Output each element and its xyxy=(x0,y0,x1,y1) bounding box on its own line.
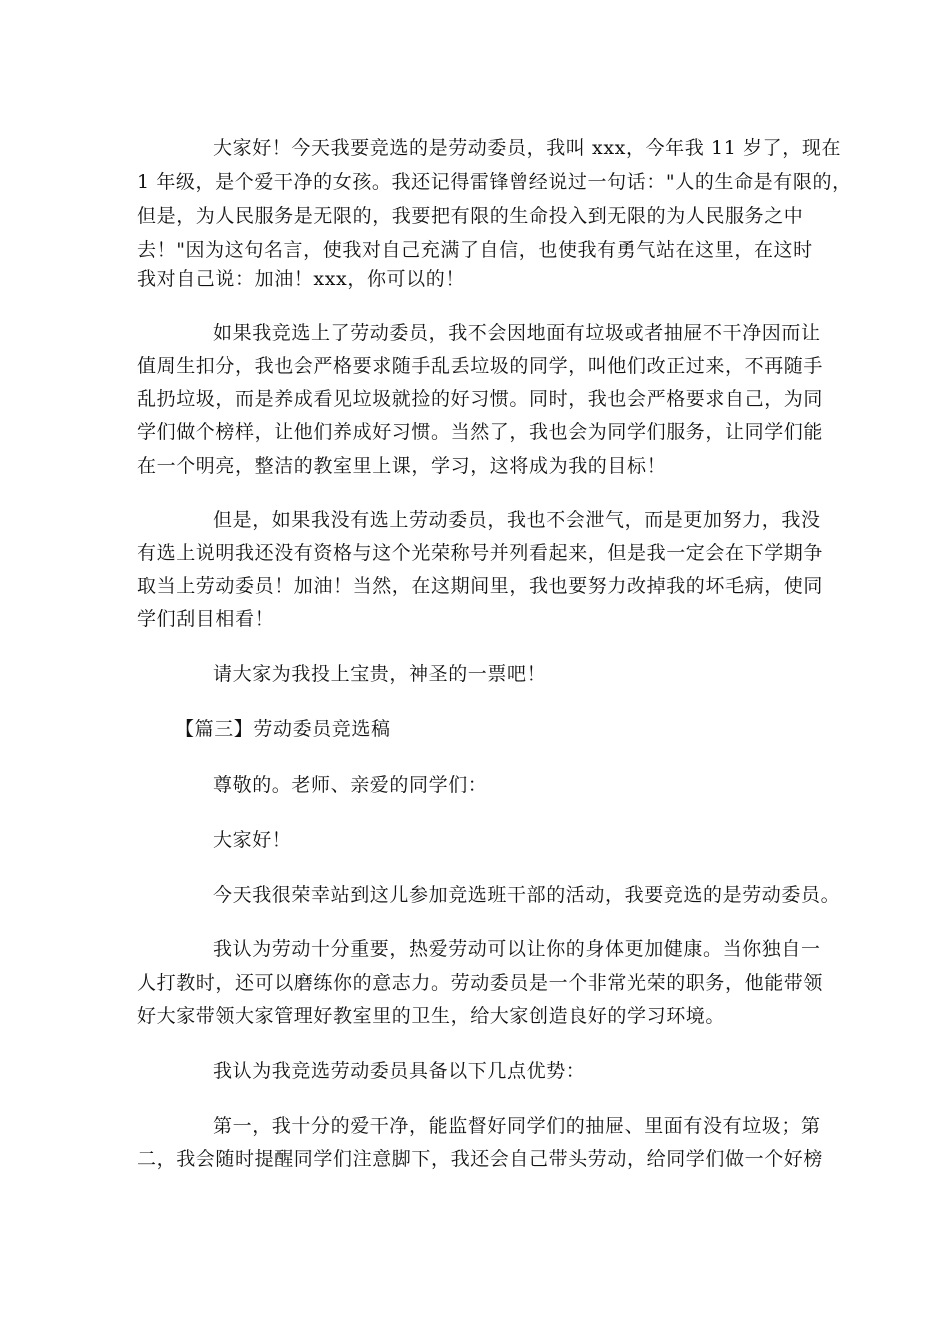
paragraph-7: 我认为我竞选劳动委员具备以下几点优势： xyxy=(213,1060,586,1082)
paragraph-5: 今天我很荣幸站到这儿参加竞选班干部的活动，我要竞选的是劳动委员。 xyxy=(213,884,841,906)
paragraph-3-line-2: 有选上说明我还没有资格与这个光荣称号并列看起来，但是我一定会在下学期争 xyxy=(137,542,824,564)
greeting: 大家好！ xyxy=(213,829,292,851)
paragraph-2-line-1: 如果我竞选上了劳动委员，我不会因地面有垃圾或者抽屉不干净因而让 xyxy=(213,322,821,344)
paragraph-6-line-1: 我认为劳动十分重要，热爱劳动可以让你的身体更加健康。当你独自一 xyxy=(213,938,821,960)
paragraph-3-line-1: 但是，如果我没有选上劳动委员，我也不会泄气，而是更加努力，我没 xyxy=(213,509,821,531)
paragraph-2-line-4: 学们做个榜样，让他们养成好习惯。当然了，我也会为同学们服务，让同学们能 xyxy=(137,421,824,443)
paragraph-2-line-3: 乱扔垃圾，而是养成看见垃圾就捡的好习惯。同时，我也会严格要求自己，为同 xyxy=(137,388,824,410)
paragraph-1-line-3: 但是，为人民服务是无限的，我要把有限的生命投入到无限的为人民服务之中 xyxy=(137,205,804,227)
paragraph-1-line-1: 大家好！今天我要竞选的是劳动委员，我叫 xxx，今年我 11 岁了，现在 xyxy=(213,137,842,159)
paragraph-1-line-2: 1 年级，是个爱干净的女孩。我还记得雷锋曾经说过一句话："人的生命是有限的， xyxy=(137,171,852,193)
paragraph-8-line-2: 二，我会随时提醒同学们注意脚下，我还会自己带头劳动，给同学们做一个好榜 xyxy=(137,1148,824,1170)
paragraph-6-line-3: 好大家带领大家管理好教室里的卫生，给大家创造良好的学习环境。 xyxy=(137,1005,726,1027)
paragraph-4: 请大家为我投上宝贵，神圣的一票吧！ xyxy=(213,663,547,685)
paragraph-6-line-2: 人打教时，还可以磨练你的意志力。劳动委员是一个非常光荣的职务，他能带领 xyxy=(137,972,824,994)
paragraph-1-line-4: 去！"因为这句名言，使我对自己充满了自信，也使我有勇气站在这里，在这时 xyxy=(137,239,813,261)
paragraph-2-line-2: 值周生扣分，我也会严格要求随手乱丢垃圾的同学，叫他们改正过来，不再随手 xyxy=(137,355,824,377)
salutation: 尊敬的。老师、亲爱的同学们： xyxy=(213,774,488,796)
paragraph-1-line-5: 我对自己说：加油！xxx，你可以的！ xyxy=(137,268,465,290)
paragraph-3-line-4: 学们刮目相看！ xyxy=(137,608,275,630)
paragraph-2-line-5: 在一个明亮，整洁的教室里上课，学习，这将成为我的目标！ xyxy=(137,455,667,477)
section-heading: 【篇三】劳动委员竞选稿 xyxy=(175,718,391,740)
paragraph-8-line-1: 第一，我十分的爱干净，能监督好同学们的抽屉、里面有没有垃圾；第 xyxy=(213,1115,821,1137)
paragraph-3-line-3: 取当上劳动委员！加油！当然，在这期间里，我也要努力改掉我的坏毛病，使同 xyxy=(137,575,824,597)
